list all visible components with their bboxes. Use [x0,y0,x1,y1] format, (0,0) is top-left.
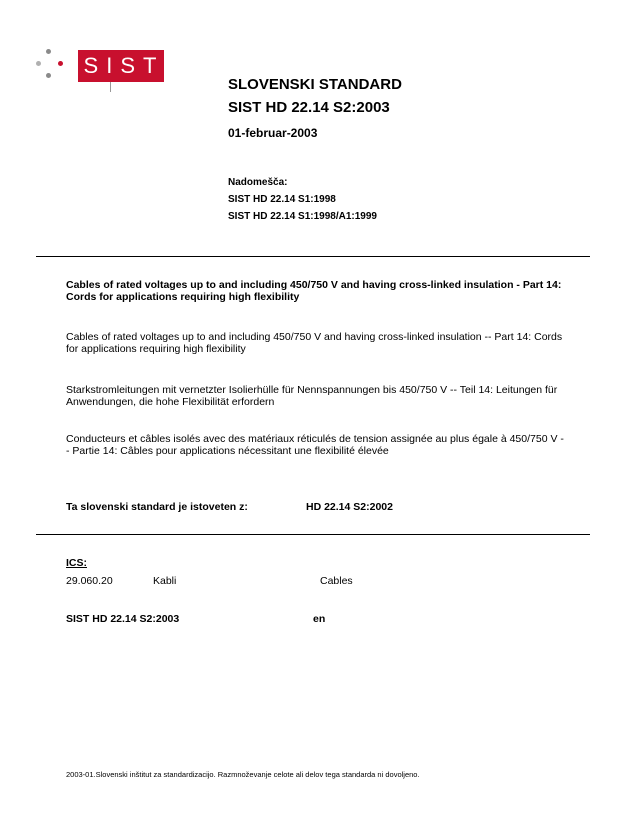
logo-dots-icon [34,48,66,80]
logo-dot-icon [46,73,51,78]
logo-dot-icon [58,61,63,66]
title-main: Cables of rated voltages up to and including 450/750 V and having cross-linked insulation - Part 14: Cords for applications requiring high flexibility [66,279,562,303]
divider [36,534,590,535]
logo-divider [110,82,111,92]
ics-code: 29.060.20 [66,575,113,587]
ics-name-en: Cables [320,575,353,587]
sist-logo: SIST [78,50,164,82]
identical-value: HD 22.14 S2:2002 [306,501,393,513]
title-german: Starkstromleitungen mit vernetzter Isolierhülle für Nennspannungen bis 450/750 V -- Teil 14: Leitungen für Anwendungen, die hohe Flexibilität erfordern [66,384,558,408]
standard-type: SLOVENSKI STANDARD [228,76,402,93]
replaces-item: SIST HD 22.14 S1:1998 [228,194,336,205]
identical-label: Ta slovenski standard je istoveten z: [66,501,248,513]
document-language: en [313,613,326,625]
replaces-item: SIST HD 22.14 S1:1998/A1:1999 [228,211,377,222]
document-id: SIST HD 22.14 S2:2003 [66,613,180,625]
standard-date: 01-februar-2003 [228,126,318,140]
standard-id: SIST HD 22.14 S2:2003 [228,99,390,116]
logo-dot-icon [46,49,51,54]
title-french: Conducteurs et câbles isolés avec des matériaux réticulés de tension assignée au plus égale à 450/750 V -- Partie 14: Câbles pour applications nécessitant une flexibilité élevée [66,433,564,457]
divider [36,256,590,257]
title-english: Cables of rated voltages up to and including 450/750 V and having cross-linked insulation -- Part 14: Cords for applications requiring high flexibility [66,331,563,355]
ics-label: ICS: [66,557,87,569]
ics-name-sl: Kabli [153,575,177,587]
replaces-label: Nadomešča: [228,177,288,188]
logo-dot-icon [36,61,41,66]
copyright-footer: 2003-01.Slovenski inštitut za standardizacijo. Razmnoževanje celote ali delov tega standarda ni dovoljeno. [66,770,420,779]
